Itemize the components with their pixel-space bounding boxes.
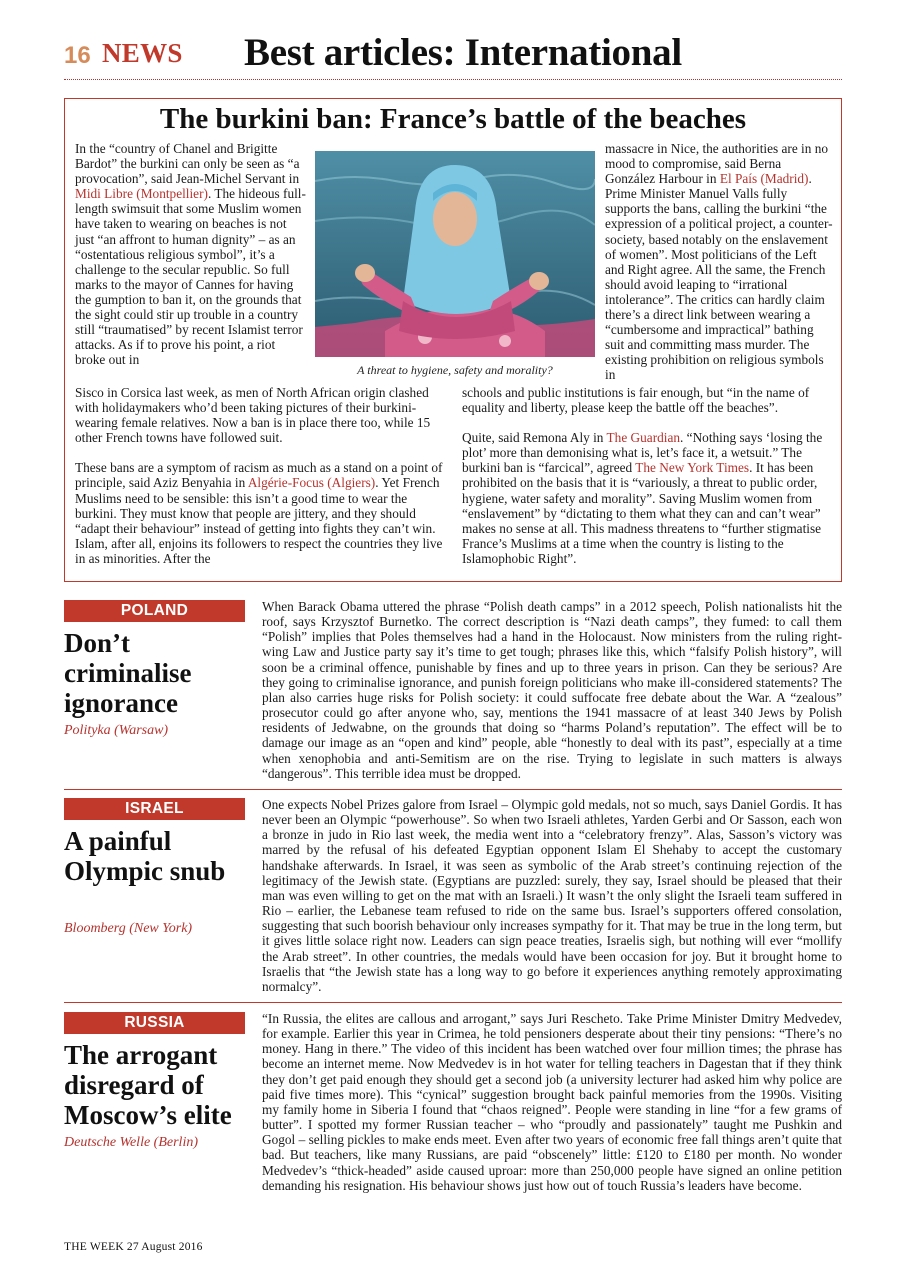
story-headline: Don’t criminalise ignorance: [64, 628, 192, 718]
story-russia: [64, 1012, 842, 1212]
country-tag: RUSSIA: [64, 1012, 245, 1034]
photo-caption: A threat to hygiene, safety and morality?: [357, 363, 553, 377]
masthead: [64, 28, 842, 80]
story-body: When Barack Obama uttered the phrase “Polish death camps” in a 2012 speech, Polish nationalists hit the roof, says Krzysztof Burnetko. The correct description is “Nazi death camps”, they fumed: to call them “Polish” implies that Poles themselves had a hand in the Holocaust. Now ministers from the ruling right-wing Law and Justice party say it’s time to get tough; phrases like this, which “falsify Polish history”, will soon be a criminal offence, punishable by fines and up to three years in prison. Can they be serious? Are they going to criminalise ignorance, and punish foreign politicians who make ill-considered statements? The plan also carries huge risks for Polish society: it could suffocate free debate about the War. A “zealous” prosecutor could go after anyone who, say, mentions the 1941 massacre of at least 340 Jews by Polish residents of Jedwabne, on the grounds that doing so “harms Poland’s reputation”. The effect will be to damage our image as an “open and kind” people, able “honestly to deal with its past”, especially at a time when xenophobia and anti-Semitism are on the rise. Trying to legislate in such matters is always “dangerous”. This terrible idea must be dropped.: [262, 599, 842, 781]
page-title: Best articles: International: [244, 31, 682, 74]
story-body: One expects Nobel Prizes galore from Israel – Olympic gold medals, not so much, says Daniel Gordis. It has never been an Olympic “powerhouse”. So when two Israeli athletes, Yarden Gerbi and Or Sasson, each won a bronze in judo in Rio last week, the media went into a “celebratory frenzy”. Alas, Sasson’s victory was marred by the refusal of his defeated Egyptian opponent Islam El Shehaby to accept the customary handshake afterwards. In Israel, it was seen as symbolic of the Arab street’s continuing rejection of the legitimacy of the Jewish state. (Egyptians are puzzled: surely, they say, Israel should be pleased that their man was even willing to get on the mat with an Israeli.) It wasn’t the only slight the Israeli team suffered in Rio – earlier, the Lebanese team refused to ride on the same bus. Israel’s supporters offered consolation, suggesting that such boorish behaviour only increases sympathy for it. That may be true in the long term, but it gives little solace right now. Leaders can sign peace treaties, Israelis sigh, but nothing will ever “mollify the Arab street”. In other countries, the medals would have been occasion for joy. But it brought home to Israelis that “the Jewish state has a long way to go before it experiences anything remotely approximating normalcy”.: [262, 797, 842, 994]
source-algerie-focus: Algérie-Focus (Algiers): [247, 475, 376, 491]
story-source: Polityka (Warsaw): [64, 723, 169, 738]
lead-article: [64, 98, 842, 582]
source-new-york-times: The New York Times: [635, 460, 750, 476]
source-the-guardian: The Guardian: [606, 430, 681, 446]
page-number: 16: [64, 42, 91, 69]
country-tag: ISRAEL: [64, 798, 245, 820]
source-midi-libre: Midi Libre (Montpellier): [75, 186, 208, 202]
source-el-pais: El País (Madrid): [719, 171, 809, 187]
lead-column-2: Sisco in Corsica last week, as men of North African origin clashed with holidaymakers who’d been taking pictures of their burkini-wearing female relatives. Now a ban is in place there too, while 15 other French towns have followed suit. These bans are a symptom of racism as much as a stand on a point of principle, said Aziz Benyahia in Algérie-Focus (Algiers). Yet French Muslims need to be sensible: this isn’t a good time to wear the burkini. They must know that people are jittery, and they should “adapt their behaviour” instead of getting into fights they can’t win. Islam, after all, enjoins its followers to respect the countries they live in as minorities. After the: [75, 385, 443, 566]
story-headline: A painful Olympic snub: [64, 826, 226, 886]
swimmer-in-burkini-photo: [315, 151, 595, 357]
story-israel: [64, 798, 842, 1003]
story-body: “In Russia, the elites are callous and arrogant,” says Juri Rescheto. Take Prime Minister Dmitry Medvedev, for example. Earlier this year in Crimea, he told pensioners desperate about their tiny pensions: “There’s no money. Hang in there.” The video of this incident has been watched over four million times; the phrase has become an internet meme. Now Medvedev is in hot water for telling teachers in Dagestan that if they think they don’t get paid enough they should get a second job (a university lecturer had asked him why police are paid five times more). This “cynical” suggestion brought back painful memories from the 1990s. Visiting my family home in Siberia I found that “chaos reigned”. People were standing in line “for a few grams of butter”. I spotted my former Russian teacher – who “proudly and passionately” taught me Pushkin and Gogol – selling pickles to make ends meet. Even after two years of economic free fall things aren’t quite that bad. But teachers, like many Russians, are paid “obscenely” little: £120 to £180 per month. No wonder Medvedev’s “thick-headed” aside caused uproar: more than 250,000 people have signed an online petition demanding his resignation. His behaviour shows just how out of touch Russia’s leaders have become.: [262, 1011, 842, 1193]
section-label: NEWS: [102, 38, 183, 68]
story-source: Deutsche Welle (Berlin): [64, 1135, 198, 1150]
story-headline: The arrogant disregard of Moscow’s elite: [64, 1040, 232, 1130]
divider: [64, 1002, 842, 1003]
publication-name: THE WEEK: [64, 1241, 124, 1253]
issue-date: 27 August 2016: [126, 1241, 203, 1253]
lead-column-4: schools and public institutions is fair enough, but “in the name of equality and liberty, please keep the battle off the beaches”. Quite, said Remona Aly in The Guardian. “Nothing says ‘losing the plot’ more than demonising what is, let’s face it, a wetsuit.” The burkini ban is “farcical”, agreed The New York Times. It has been prohibited on the basis that it is “variously, a threat to public order, hygiene, water safety and morality”. Saving Muslim women from “enslavement” by “dictating to them what they can and can’t wear” makes no sense at all. This madness threatens to “further stigmatise France’s Muslims at a time when the country is listing to the Islamophobic Right”.: [462, 385, 823, 566]
lead-title: The burkini ban: France’s battle of the beaches: [159, 103, 747, 135]
story-source: Bloomberg (New York): [64, 921, 193, 936]
lead-column-3: massacre in Nice, the authorities are in no mood to compromise, said Berna González Harbour in El País (Madrid). Prime Minister Manuel Valls fully supports the bans, calling the burkini “the expression of a political project, a counter-society, based notably on the enslavement of women”. Most politicians of the Left and Right agree. All the same, the French should avoid leaping to “irrational intolerance”. The critics can hardly claim there’s a direct link between wearing a “cumbersome and impractical” bathing suit and committing mass murder. The existing prohibition on religious symbols in: [605, 141, 833, 383]
country-tag: POLAND: [64, 600, 245, 622]
lead-column-1: In the “country of Chanel and Brigitte Bardot” the burkini can only be seen as “a provocation”, said Jean-Michel Servant in Midi Libre (Montpellier). The hideous full-length swimsuit that some Muslim women have taken to wearing on beaches is not just “an affront to human dignity” – as an “ostentatious religious symbol”, it’s a challenge to the secular republic. So full marks to the mayor of Cannes for having the gumption to ban it, on the grounds that the sight could stir up trouble in a country still “traumatised” by recent Islamist terror attacks. As if to prove his point, a riot broke out in: [75, 141, 306, 368]
divider: [64, 789, 842, 790]
footer: [64, 1241, 203, 1253]
story-poland: [64, 600, 842, 790]
